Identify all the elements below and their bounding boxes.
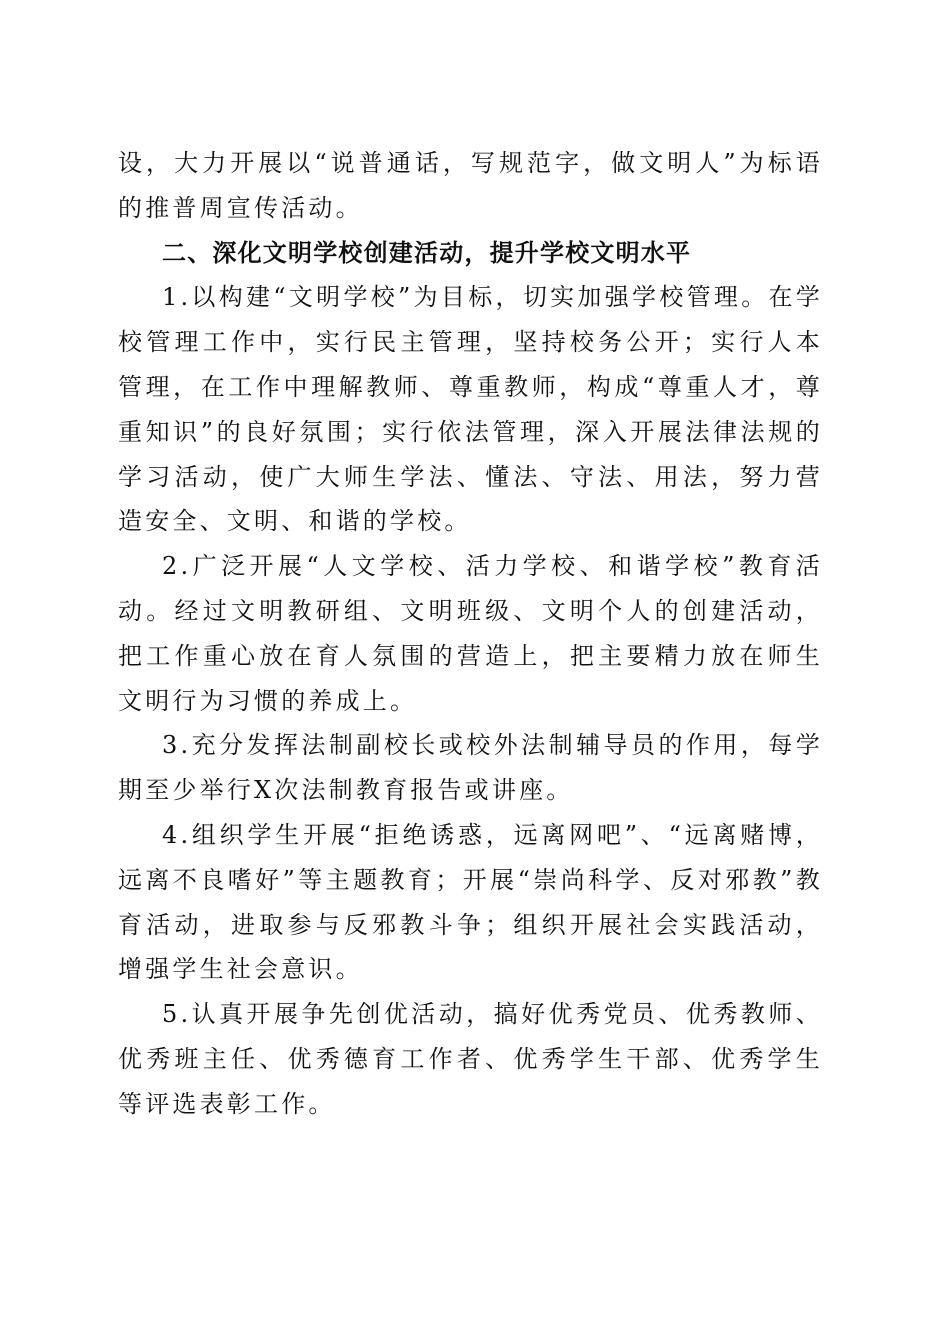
list-item-5: 5.认真开展争先创优活动，搞好优秀党员、优秀教师、优秀班主任、优秀德育工作者、优秀学生干部、优秀学生等评选表彰工作。 [118, 1000, 823, 1118]
list-item-3: 3.充分发挥法制副校长或校外法制辅导员的作用，每学期至少举行X次法制教育报告或讲座。 [118, 731, 823, 805]
list-item-4: 4.组织学生开展“拒绝诱惑，远离网吧”、“远离赌博，远离不良嗜好”等主题教育；开展“崇尚科学、反对邪教”教育活动，进取参与反邪教斗争；组织开展社会实践活动，增强学生社会意识。 [118, 820, 823, 984]
paragraph-continuation: 设，大力开展以“说普通话，写规范字，做文明人”为标语的推普周宣传活动。 [118, 149, 823, 222]
list-item-1: 1.以构建“文明学校”为目标，切实加强学校管理。在学校管理工作中，实行民主管理，坚持校务公开；实行人本管理，在工作中理解教师、尊重教师，构成“尊重人才，尊重知识”的良好氛围；实行依法管理，深入开展法律法规的学习活动，使广大师生学法、懂法、守法、用法，努力营造安全、文明、和谐的学校。 [118, 283, 823, 536]
document-page [118, 141, 823, 1127]
section-heading: 二、深化文明学校创建活动，提升学校文明水平 [162, 238, 692, 267]
list-item-2: 2.广泛开展“人文学校、活力学校、和谐学校”教育活动。经过文明教研组、文明班级、文明个人的创建活动，把工作重心放在育人氛围的营造上，把主要精力放在师生文明行为习惯的养成上。 [118, 552, 823, 715]
